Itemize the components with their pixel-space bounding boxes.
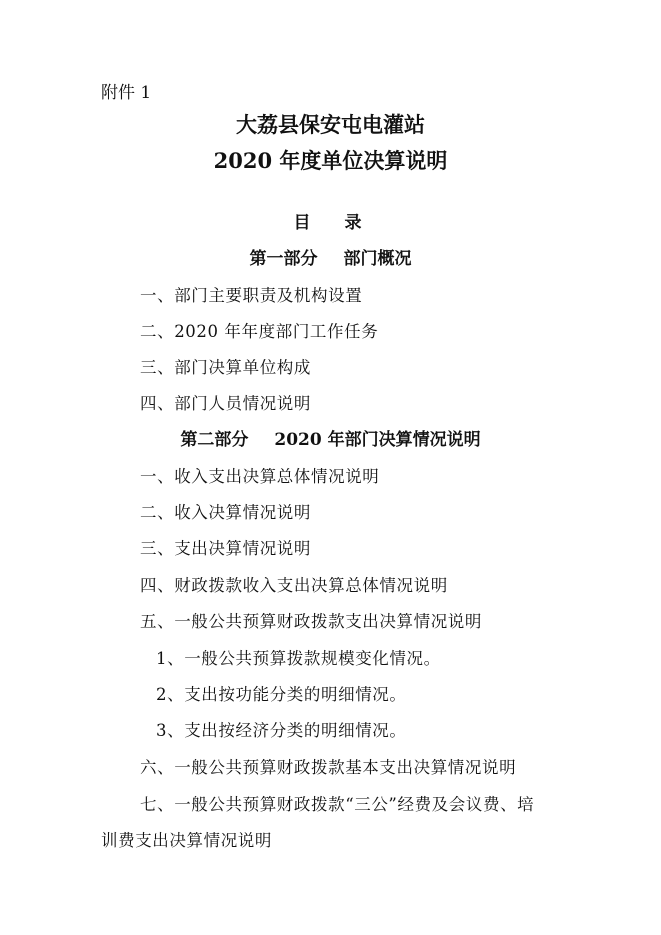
toc-item: 五、一般公共预算财政拨款支出决算情况说明 [140,612,482,631]
toc-subitem: 2、支出按功能分类的明细情况。 [156,685,407,704]
toc-item: 四、财政拨款收入支出决算总体情况说明 [140,576,448,595]
toc-item: 七、一般公共预算财政拨款“三公”经费及会议费、培 [140,795,535,814]
toc-item: 三、支出决算情况说明 [140,539,311,558]
toc-subitem: 1、一般公共预算拨款规模变化情况。 [156,649,441,668]
toc-subitem: 3、支出按经济分类的明细情况。 [156,721,407,740]
part1-title: 部门概况 [343,249,412,269]
toc-item: 二、2020 年年度部门工作任务 [140,322,379,341]
part1-heading [0,248,661,270]
part2-title: 2020 年部门决算情况说明 [274,430,481,450]
document-subtitle: 2020 年度单位决算说明 [213,148,448,173]
toc-item: 三、部门决算单位构成 [140,358,311,377]
document-title: 大荔县保安屯电灌站 [236,112,425,137]
toc-item: 一、部门主要职责及机构设置 [140,286,363,305]
toc-item: 一、收入支出决算总体情况说明 [140,467,380,486]
toc-item: 六、一般公共预算财政拨款基本支出决算情况说明 [140,758,517,777]
toc-item: 二、收入决算情况说明 [140,503,311,522]
part2-heading [0,429,661,451]
attachment-label: 附件 1 [101,83,152,103]
part2-label: 第二部分 [180,430,249,450]
toc-item-continuation: 训费支出决算情况说明 [101,831,272,850]
toc-heading: 目 录 [293,213,376,233]
part1-label: 第一部分 [249,249,318,269]
toc-item: 四、部门人员情况说明 [140,394,311,413]
